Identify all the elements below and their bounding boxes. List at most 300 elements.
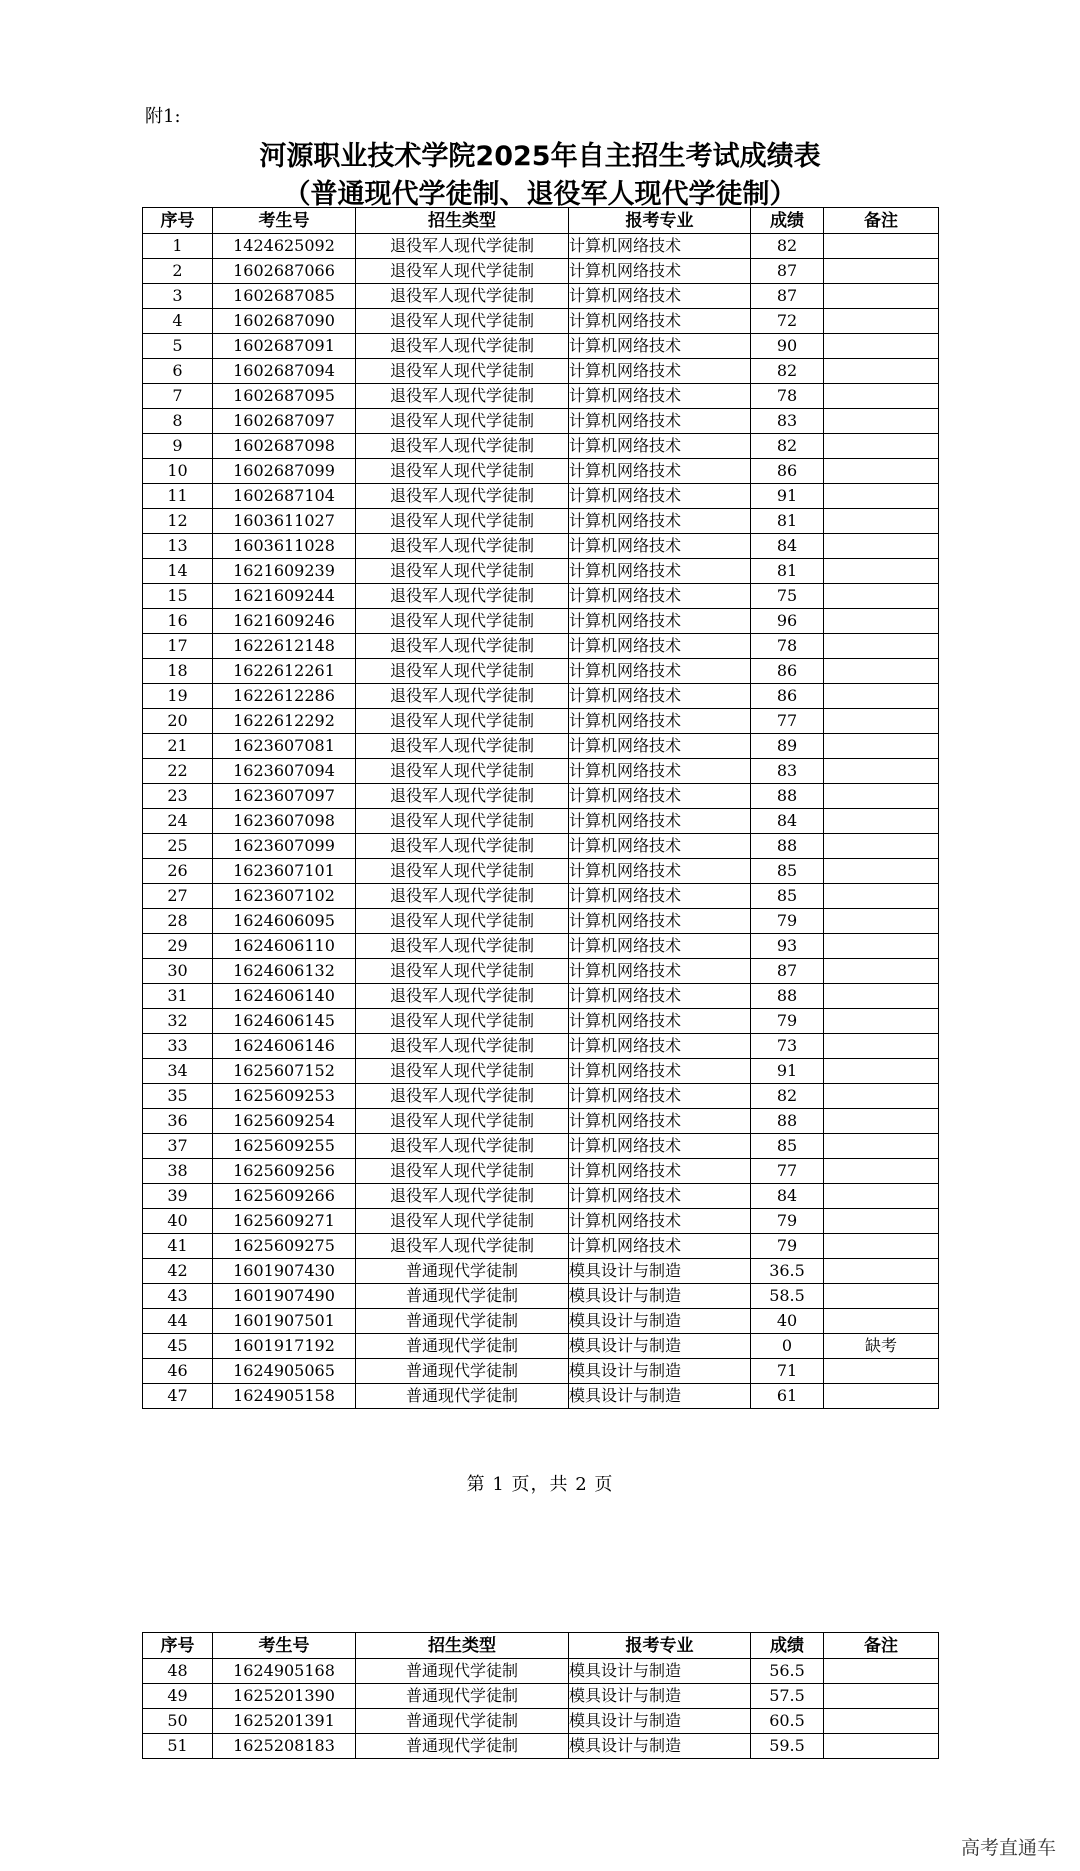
cell-candidate-id: 1624606132 bbox=[213, 959, 356, 984]
cell-seq: 21 bbox=[143, 734, 213, 759]
cell-note bbox=[824, 684, 939, 709]
table-row bbox=[143, 334, 939, 359]
cell-major: 计算机网络技术 bbox=[569, 1209, 751, 1234]
cell-note bbox=[824, 234, 939, 259]
cell-note bbox=[824, 584, 939, 609]
cell-admission-type: 退役军人现代学徒制 bbox=[356, 559, 569, 584]
cell-admission-type: 退役军人现代学徒制 bbox=[356, 959, 569, 984]
cell-seq: 44 bbox=[143, 1309, 213, 1334]
score-table-page1 bbox=[142, 207, 939, 1409]
cell-seq: 13 bbox=[143, 534, 213, 559]
table-row bbox=[143, 809, 939, 834]
cell-note bbox=[824, 984, 939, 1009]
cell-note bbox=[824, 1209, 939, 1234]
cell-major: 计算机网络技术 bbox=[569, 1084, 751, 1109]
cell-note bbox=[824, 1659, 939, 1684]
cell-note bbox=[824, 1384, 939, 1409]
cell-seq: 22 bbox=[143, 759, 213, 784]
cell-candidate-id: 1623607094 bbox=[213, 759, 356, 784]
cell-seq: 29 bbox=[143, 934, 213, 959]
cell-major: 模具设计与制造 bbox=[569, 1334, 751, 1359]
cell-admission-type: 普通现代学徒制 bbox=[356, 1259, 569, 1284]
cell-score: 81 bbox=[751, 559, 824, 584]
table-row bbox=[143, 959, 939, 984]
cell-admission-type: 普通现代学徒制 bbox=[356, 1309, 569, 1334]
cell-score: 87 bbox=[751, 259, 824, 284]
cell-note bbox=[824, 1284, 939, 1309]
cell-score: 57.5 bbox=[751, 1684, 824, 1709]
table-row bbox=[143, 1009, 939, 1034]
cell-admission-type: 退役军人现代学徒制 bbox=[356, 759, 569, 784]
cell-seq: 28 bbox=[143, 909, 213, 934]
cell-admission-type: 退役军人现代学徒制 bbox=[356, 1209, 569, 1234]
cell-seq: 46 bbox=[143, 1359, 213, 1384]
table-row bbox=[143, 1709, 939, 1734]
cell-admission-type: 退役军人现代学徒制 bbox=[356, 809, 569, 834]
cell-score: 83 bbox=[751, 409, 824, 434]
cell-note bbox=[824, 1184, 939, 1209]
cell-note bbox=[824, 1359, 939, 1384]
table-row bbox=[143, 559, 939, 584]
table-row bbox=[143, 859, 939, 884]
cell-major: 计算机网络技术 bbox=[569, 234, 751, 259]
cell-candidate-id: 1625609256 bbox=[213, 1159, 356, 1184]
cell-major: 计算机网络技术 bbox=[569, 684, 751, 709]
cell-candidate-id: 1625609266 bbox=[213, 1184, 356, 1209]
table-row bbox=[143, 934, 939, 959]
cell-admission-type: 退役军人现代学徒制 bbox=[356, 284, 569, 309]
cell-note bbox=[824, 1734, 939, 1759]
cell-seq: 30 bbox=[143, 959, 213, 984]
table-row bbox=[143, 409, 939, 434]
cell-candidate-id: 1602687099 bbox=[213, 459, 356, 484]
cell-major: 计算机网络技术 bbox=[569, 759, 751, 784]
cell-admission-type: 退役军人现代学徒制 bbox=[356, 609, 569, 634]
cell-score: 58.5 bbox=[751, 1284, 824, 1309]
cell-seq: 39 bbox=[143, 1184, 213, 1209]
cell-note bbox=[824, 859, 939, 884]
cell-admission-type: 退役军人现代学徒制 bbox=[356, 1084, 569, 1109]
cell-note bbox=[824, 434, 939, 459]
cell-seq: 9 bbox=[143, 434, 213, 459]
cell-score: 0 bbox=[751, 1334, 824, 1359]
table-row bbox=[143, 1734, 939, 1759]
cell-candidate-id: 1602687091 bbox=[213, 334, 356, 359]
cell-score: 75 bbox=[751, 584, 824, 609]
cell-candidate-id: 1624905168 bbox=[213, 1659, 356, 1684]
cell-candidate-id: 1625609254 bbox=[213, 1109, 356, 1134]
cell-major: 计算机网络技术 bbox=[569, 959, 751, 984]
cell-admission-type: 退役军人现代学徒制 bbox=[356, 1159, 569, 1184]
cell-score: 79 bbox=[751, 1009, 824, 1034]
cell-major: 计算机网络技术 bbox=[569, 559, 751, 584]
table-row bbox=[143, 309, 939, 334]
cell-seq: 38 bbox=[143, 1159, 213, 1184]
cell-candidate-id: 1624606145 bbox=[213, 1009, 356, 1034]
cell-note bbox=[824, 959, 939, 984]
cell-score: 87 bbox=[751, 959, 824, 984]
cell-note bbox=[824, 1234, 939, 1259]
table-row bbox=[143, 1059, 939, 1084]
cell-candidate-id: 1625609271 bbox=[213, 1209, 356, 1234]
cell-admission-type: 退役军人现代学徒制 bbox=[356, 234, 569, 259]
table-row bbox=[143, 1184, 939, 1209]
cell-admission-type: 退役军人现代学徒制 bbox=[356, 1184, 569, 1209]
cell-candidate-id: 1625609275 bbox=[213, 1234, 356, 1259]
header-candidate-id: 考生号 bbox=[213, 208, 356, 234]
table-row bbox=[143, 1384, 939, 1409]
table-row bbox=[143, 534, 939, 559]
cell-seq: 37 bbox=[143, 1134, 213, 1159]
header-seq: 序号 bbox=[143, 1633, 213, 1659]
cell-note bbox=[824, 1109, 939, 1134]
cell-score: 79 bbox=[751, 1234, 824, 1259]
cell-seq: 10 bbox=[143, 459, 213, 484]
cell-seq: 18 bbox=[143, 659, 213, 684]
cell-admission-type: 普通现代学徒制 bbox=[356, 1359, 569, 1384]
cell-candidate-id: 1602687066 bbox=[213, 259, 356, 284]
cell-admission-type: 退役军人现代学徒制 bbox=[356, 834, 569, 859]
cell-score: 73 bbox=[751, 1034, 824, 1059]
cell-note bbox=[824, 784, 939, 809]
cell-note bbox=[824, 1134, 939, 1159]
table-header-row bbox=[143, 1633, 939, 1659]
cell-score: 82 bbox=[751, 234, 824, 259]
cell-admission-type: 退役军人现代学徒制 bbox=[356, 934, 569, 959]
cell-major: 计算机网络技术 bbox=[569, 584, 751, 609]
header-note: 备注 bbox=[824, 1633, 939, 1659]
cell-admission-type: 退役军人现代学徒制 bbox=[356, 1009, 569, 1034]
cell-candidate-id: 1623607097 bbox=[213, 784, 356, 809]
cell-seq: 24 bbox=[143, 809, 213, 834]
cell-note bbox=[824, 484, 939, 509]
cell-seq: 25 bbox=[143, 834, 213, 859]
cell-note bbox=[824, 809, 939, 834]
cell-major: 计算机网络技术 bbox=[569, 309, 751, 334]
cell-note bbox=[824, 884, 939, 909]
cell-score: 86 bbox=[751, 684, 824, 709]
cell-note bbox=[824, 659, 939, 684]
cell-seq: 35 bbox=[143, 1084, 213, 1109]
cell-admission-type: 退役军人现代学徒制 bbox=[356, 859, 569, 884]
cell-seq: 40 bbox=[143, 1209, 213, 1234]
cell-major: 计算机网络技术 bbox=[569, 834, 751, 859]
cell-seq: 6 bbox=[143, 359, 213, 384]
cell-candidate-id: 1623607098 bbox=[213, 809, 356, 834]
header-admission-type: 招生类型 bbox=[356, 1633, 569, 1659]
cell-score: 56.5 bbox=[751, 1659, 824, 1684]
cell-seq: 2 bbox=[143, 259, 213, 284]
cell-seq: 48 bbox=[143, 1659, 213, 1684]
table-row bbox=[143, 684, 939, 709]
cell-seq: 27 bbox=[143, 884, 213, 909]
cell-score: 85 bbox=[751, 884, 824, 909]
cell-note bbox=[824, 909, 939, 934]
document-title: 河源职业技术学院2025年自主招生考试成绩表 bbox=[259, 141, 821, 172]
cell-admission-type: 普通现代学徒制 bbox=[356, 1734, 569, 1759]
cell-candidate-id: 1601907430 bbox=[213, 1259, 356, 1284]
cell-candidate-id: 1623607101 bbox=[213, 859, 356, 884]
cell-score: 93 bbox=[751, 934, 824, 959]
cell-seq: 4 bbox=[143, 309, 213, 334]
cell-candidate-id: 1603611028 bbox=[213, 534, 356, 559]
cell-score: 40 bbox=[751, 1309, 824, 1334]
cell-seq: 42 bbox=[143, 1259, 213, 1284]
cell-score: 89 bbox=[751, 734, 824, 759]
cell-candidate-id: 1602687095 bbox=[213, 384, 356, 409]
table-row bbox=[143, 884, 939, 909]
cell-score: 84 bbox=[751, 534, 824, 559]
cell-candidate-id: 1624606146 bbox=[213, 1034, 356, 1059]
cell-score: 85 bbox=[751, 859, 824, 884]
cell-major: 计算机网络技术 bbox=[569, 1184, 751, 1209]
cell-candidate-id: 1601917192 bbox=[213, 1334, 356, 1359]
table-row bbox=[143, 709, 939, 734]
cell-major: 计算机网络技术 bbox=[569, 709, 751, 734]
cell-score: 72 bbox=[751, 309, 824, 334]
cell-candidate-id: 1603611027 bbox=[213, 509, 356, 534]
cell-admission-type: 普通现代学徒制 bbox=[356, 1284, 569, 1309]
cell-note bbox=[824, 259, 939, 284]
cell-score: 88 bbox=[751, 984, 824, 1009]
table-row bbox=[143, 359, 939, 384]
cell-note bbox=[824, 334, 939, 359]
table-row bbox=[143, 1684, 939, 1709]
cell-major: 模具设计与制造 bbox=[569, 1384, 751, 1409]
cell-candidate-id: 1602687085 bbox=[213, 284, 356, 309]
cell-major: 计算机网络技术 bbox=[569, 784, 751, 809]
cell-candidate-id: 1622612148 bbox=[213, 634, 356, 659]
cell-score: 91 bbox=[751, 1059, 824, 1084]
cell-major: 计算机网络技术 bbox=[569, 409, 751, 434]
cell-admission-type: 退役军人现代学徒制 bbox=[356, 734, 569, 759]
cell-seq: 33 bbox=[143, 1034, 213, 1059]
cell-admission-type: 普通现代学徒制 bbox=[356, 1384, 569, 1409]
cell-seq: 19 bbox=[143, 684, 213, 709]
cell-note bbox=[824, 1059, 939, 1084]
cell-seq: 5 bbox=[143, 334, 213, 359]
cell-seq: 43 bbox=[143, 1284, 213, 1309]
cell-admission-type: 退役军人现代学徒制 bbox=[356, 1034, 569, 1059]
cell-admission-type: 退役军人现代学徒制 bbox=[356, 459, 569, 484]
cell-score: 88 bbox=[751, 1109, 824, 1134]
cell-candidate-id: 1602687098 bbox=[213, 434, 356, 459]
table-row bbox=[143, 634, 939, 659]
cell-seq: 36 bbox=[143, 1109, 213, 1134]
cell-major: 计算机网络技术 bbox=[569, 909, 751, 934]
attachment-label: 附1: bbox=[145, 106, 181, 127]
header-admission-type: 招生类型 bbox=[356, 208, 569, 234]
cell-admission-type: 退役军人现代学徒制 bbox=[356, 409, 569, 434]
cell-major: 计算机网络技术 bbox=[569, 1059, 751, 1084]
cell-seq: 17 bbox=[143, 634, 213, 659]
cell-seq: 14 bbox=[143, 559, 213, 584]
cell-admission-type: 退役军人现代学徒制 bbox=[356, 884, 569, 909]
cell-score: 83 bbox=[751, 759, 824, 784]
cell-candidate-id: 1602687090 bbox=[213, 309, 356, 334]
cell-score: 84 bbox=[751, 1184, 824, 1209]
cell-admission-type: 退役军人现代学徒制 bbox=[356, 709, 569, 734]
cell-candidate-id: 1621609239 bbox=[213, 559, 356, 584]
cell-score: 61 bbox=[751, 1384, 824, 1409]
cell-note bbox=[824, 284, 939, 309]
cell-candidate-id: 1601907490 bbox=[213, 1284, 356, 1309]
table-body bbox=[143, 1659, 939, 1759]
header-seq: 序号 bbox=[143, 208, 213, 234]
cell-seq: 1 bbox=[143, 234, 213, 259]
table-row bbox=[143, 1359, 939, 1384]
cell-seq: 50 bbox=[143, 1709, 213, 1734]
cell-candidate-id: 1602687104 bbox=[213, 484, 356, 509]
cell-major: 计算机网络技术 bbox=[569, 484, 751, 509]
cell-major: 计算机网络技术 bbox=[569, 1134, 751, 1159]
cell-note bbox=[824, 384, 939, 409]
cell-note bbox=[824, 934, 939, 959]
cell-score: 88 bbox=[751, 784, 824, 809]
cell-major: 计算机网络技术 bbox=[569, 359, 751, 384]
cell-seq: 3 bbox=[143, 284, 213, 309]
table-body bbox=[143, 234, 939, 1409]
table-row bbox=[143, 1109, 939, 1134]
table-row bbox=[143, 1334, 939, 1359]
cell-score: 82 bbox=[751, 1084, 824, 1109]
header-major: 报考专业 bbox=[569, 1633, 751, 1659]
cell-candidate-id: 1622612261 bbox=[213, 659, 356, 684]
table-row bbox=[143, 834, 939, 859]
cell-admission-type: 普通现代学徒制 bbox=[356, 1334, 569, 1359]
cell-score: 79 bbox=[751, 909, 824, 934]
cell-note bbox=[824, 634, 939, 659]
cell-note bbox=[824, 359, 939, 384]
cell-major: 计算机网络技术 bbox=[569, 884, 751, 909]
cell-major: 模具设计与制造 bbox=[569, 1359, 751, 1384]
header-score: 成绩 bbox=[751, 208, 824, 234]
cell-admission-type: 退役军人现代学徒制 bbox=[356, 259, 569, 284]
cell-candidate-id: 1623607099 bbox=[213, 834, 356, 859]
cell-seq: 34 bbox=[143, 1059, 213, 1084]
cell-major: 计算机网络技术 bbox=[569, 859, 751, 884]
cell-score: 36.5 bbox=[751, 1259, 824, 1284]
cell-major: 计算机网络技术 bbox=[569, 509, 751, 534]
cell-note bbox=[824, 534, 939, 559]
table-row bbox=[143, 1309, 939, 1334]
cell-score: 81 bbox=[751, 509, 824, 534]
cell-candidate-id: 1625609253 bbox=[213, 1084, 356, 1109]
cell-major: 模具设计与制造 bbox=[569, 1734, 751, 1759]
cell-candidate-id: 1622612286 bbox=[213, 684, 356, 709]
cell-seq: 16 bbox=[143, 609, 213, 634]
cell-note bbox=[824, 1034, 939, 1059]
cell-admission-type: 普通现代学徒制 bbox=[356, 1709, 569, 1734]
cell-candidate-id: 1601907501 bbox=[213, 1309, 356, 1334]
cell-score: 82 bbox=[751, 359, 824, 384]
table-row bbox=[143, 284, 939, 309]
table-header-row bbox=[143, 208, 939, 234]
cell-admission-type: 退役军人现代学徒制 bbox=[356, 984, 569, 1009]
cell-seq: 23 bbox=[143, 784, 213, 809]
cell-note bbox=[824, 559, 939, 584]
cell-candidate-id: 1624606095 bbox=[213, 909, 356, 934]
cell-admission-type: 退役军人现代学徒制 bbox=[356, 434, 569, 459]
table-row bbox=[143, 1659, 939, 1684]
cell-major: 计算机网络技术 bbox=[569, 1234, 751, 1259]
cell-note bbox=[824, 1709, 939, 1734]
table-row bbox=[143, 1084, 939, 1109]
cell-score: 79 bbox=[751, 1209, 824, 1234]
cell-score: 88 bbox=[751, 834, 824, 859]
cell-major: 计算机网络技术 bbox=[569, 384, 751, 409]
cell-score: 59.5 bbox=[751, 1734, 824, 1759]
cell-major: 计算机网络技术 bbox=[569, 1109, 751, 1134]
cell-major: 模具设计与制造 bbox=[569, 1309, 751, 1334]
cell-major: 计算机网络技术 bbox=[569, 434, 751, 459]
cell-admission-type: 退役军人现代学徒制 bbox=[356, 334, 569, 359]
cell-score: 96 bbox=[751, 609, 824, 634]
cell-seq: 41 bbox=[143, 1234, 213, 1259]
cell-note bbox=[824, 1009, 939, 1034]
cell-seq: 15 bbox=[143, 584, 213, 609]
cell-admission-type: 普通现代学徒制 bbox=[356, 1684, 569, 1709]
table-row bbox=[143, 509, 939, 534]
cell-admission-type: 退役军人现代学徒制 bbox=[356, 384, 569, 409]
cell-admission-type: 退役军人现代学徒制 bbox=[356, 359, 569, 384]
cell-seq: 7 bbox=[143, 384, 213, 409]
cell-admission-type: 退役军人现代学徒制 bbox=[356, 909, 569, 934]
table-row bbox=[143, 609, 939, 634]
cell-major: 模具设计与制造 bbox=[569, 1659, 751, 1684]
cell-major: 模具设计与制造 bbox=[569, 1709, 751, 1734]
cell-score: 78 bbox=[751, 634, 824, 659]
cell-note bbox=[824, 309, 939, 334]
table-row bbox=[143, 1159, 939, 1184]
cell-note bbox=[824, 459, 939, 484]
table-row bbox=[143, 1284, 939, 1309]
cell-note bbox=[824, 734, 939, 759]
cell-major: 模具设计与制造 bbox=[569, 1259, 751, 1284]
cell-score: 60.5 bbox=[751, 1709, 824, 1734]
cell-candidate-id: 1424625092 bbox=[213, 234, 356, 259]
cell-admission-type: 退役军人现代学徒制 bbox=[356, 659, 569, 684]
cell-major: 模具设计与制造 bbox=[569, 1684, 751, 1709]
cell-admission-type: 退役军人现代学徒制 bbox=[356, 1234, 569, 1259]
cell-candidate-id: 1602687094 bbox=[213, 359, 356, 384]
table-row bbox=[143, 909, 939, 934]
cell-note bbox=[824, 1084, 939, 1109]
table-row bbox=[143, 234, 939, 259]
cell-major: 计算机网络技术 bbox=[569, 284, 751, 309]
table-row bbox=[143, 259, 939, 284]
cell-note: 缺考 bbox=[824, 1334, 939, 1359]
cell-seq: 47 bbox=[143, 1384, 213, 1409]
cell-note bbox=[824, 709, 939, 734]
table-row bbox=[143, 434, 939, 459]
cell-seq: 20 bbox=[143, 709, 213, 734]
cell-seq: 45 bbox=[143, 1334, 213, 1359]
cell-candidate-id: 1623607081 bbox=[213, 734, 356, 759]
table-row bbox=[143, 784, 939, 809]
cell-candidate-id: 1625607152 bbox=[213, 1059, 356, 1084]
table-row bbox=[143, 734, 939, 759]
table-row bbox=[143, 659, 939, 684]
cell-candidate-id: 1622612292 bbox=[213, 709, 356, 734]
cell-candidate-id: 1624905065 bbox=[213, 1359, 356, 1384]
cell-major: 计算机网络技术 bbox=[569, 334, 751, 359]
cell-major: 计算机网络技术 bbox=[569, 534, 751, 559]
document-subtitle: （普通现代学徒制、退役军人现代学徒制） bbox=[283, 179, 797, 210]
cell-major: 计算机网络技术 bbox=[569, 609, 751, 634]
cell-candidate-id: 1624606140 bbox=[213, 984, 356, 1009]
cell-note bbox=[824, 609, 939, 634]
